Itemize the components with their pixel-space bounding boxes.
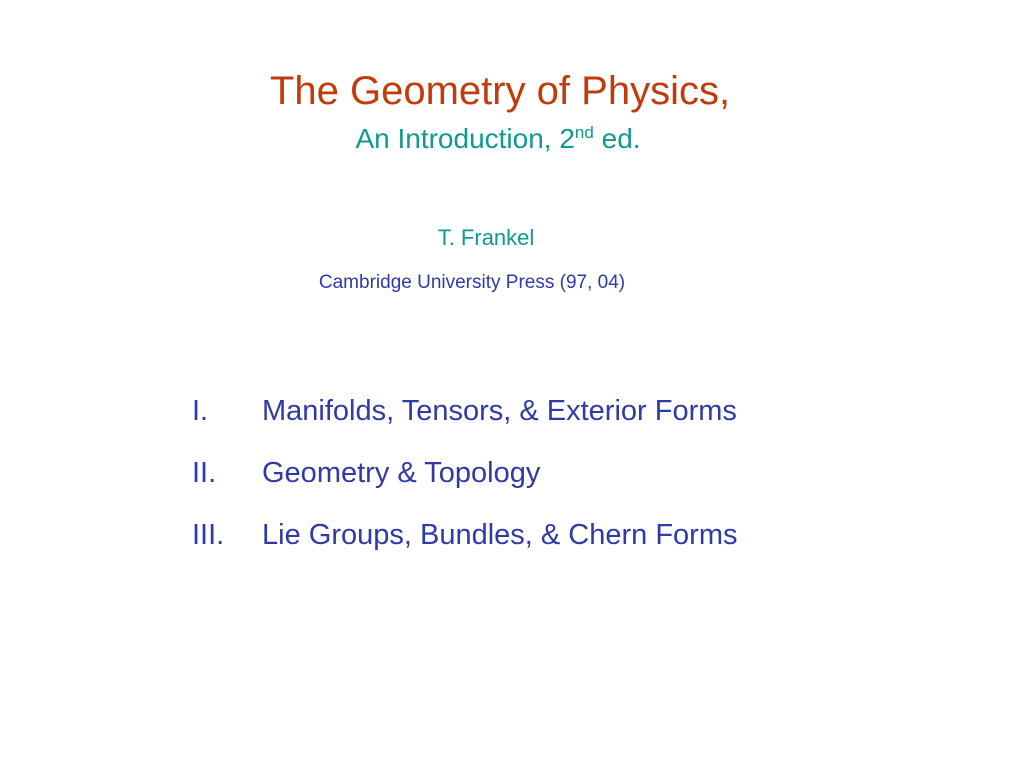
- contents-numeral: II.: [192, 457, 217, 489]
- contents-item: [192, 393, 892, 455]
- contents-text: Geometry & Topology: [262, 457, 541, 489]
- contents-text: Lie Groups, Bundles, & Chern Forms: [262, 519, 738, 551]
- contents-text: Manifolds, Tensors, & Exterior Forms: [262, 395, 737, 427]
- subtitle-text: An Introduction, 2: [355, 123, 575, 154]
- slide-subtitle: [0, 121, 996, 161]
- contents-numeral: I.: [192, 395, 209, 427]
- contents-list: [192, 393, 892, 579]
- contents-numeral: III.: [192, 519, 225, 551]
- subtitle-edition: ed.: [593, 123, 641, 154]
- contents-item: [192, 517, 892, 579]
- publisher-line: Cambridge University Press (97, 04): [318, 272, 626, 293]
- contents-item: [192, 455, 892, 517]
- author-name: T. Frankel: [437, 225, 535, 250]
- subtitle-superscript: nd: [574, 123, 594, 142]
- slide-title: The Geometry of Physics,: [269, 69, 731, 113]
